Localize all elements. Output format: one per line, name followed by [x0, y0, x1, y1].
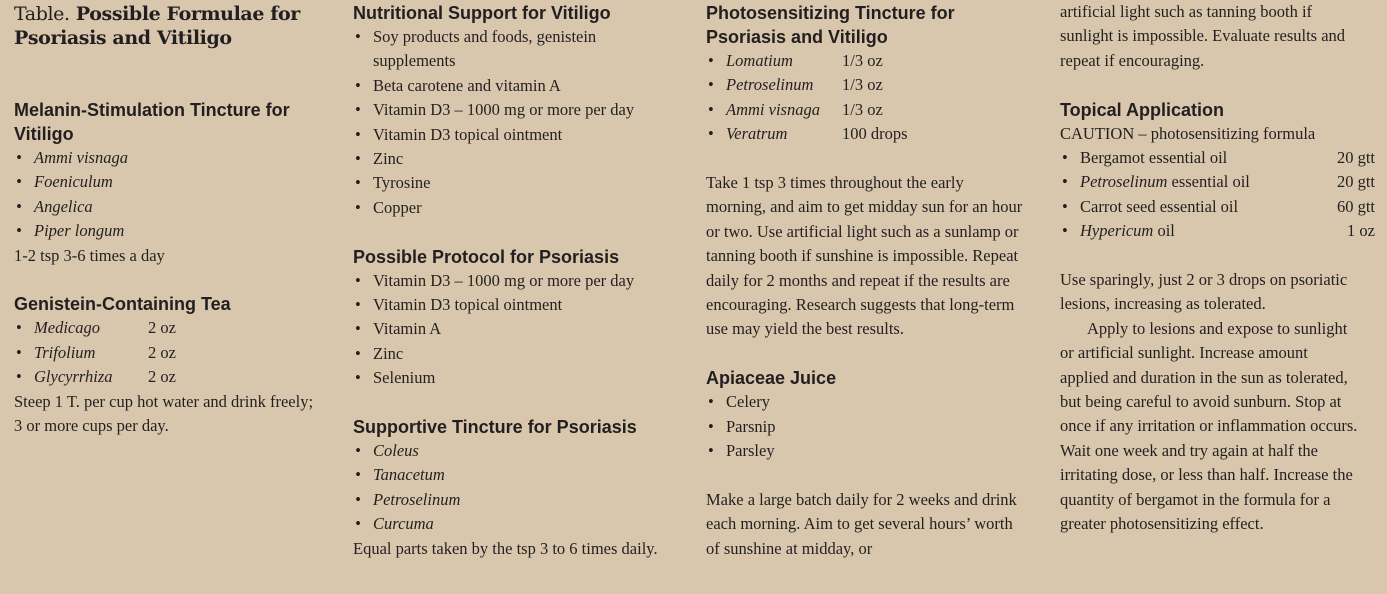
list-item: • Parsley [706, 439, 1041, 463]
list-item: • Vitamin D3 – 1000 mg or more per day [353, 269, 688, 293]
herb-amount: 1/3 oz [842, 75, 883, 95]
oil-amount: 60 gtt [1336, 196, 1375, 216]
list-item: • Soy products and foods, genistein supplements [353, 25, 635, 74]
topical-list [1060, 146, 1375, 244]
list-item: • Celery [706, 390, 1041, 414]
melanin-dose: 1-2 tsp 3-6 times a day [14, 245, 165, 265]
herb-amount: 1/3 oz [842, 51, 883, 70]
column-3 [706, 0, 1041, 561]
list-item: • Vitamin D3 topical ointment [353, 293, 688, 317]
herb-amount: 1/3 oz [842, 99, 883, 119]
table-title [14, 2, 334, 50]
topical-para-2: Apply to lesions and expose to sunlight or artificial sunlight. Increase amount applied and duration in the sun as tolerated, but being careful to avoid sunburn. Stop at once if any irritation or inflammation occurs. Wait one week and try again at half the irritating dose, or less than half. Increase the quantity of bergamot in the formula for a greater photosensitizing effect. [1060, 318, 1358, 534]
oil-amount: 20 gtt [1336, 148, 1375, 168]
list-item: • Tanacetum [353, 463, 688, 487]
supportive-instructions: Equal parts taken by the tsp 3 to 6 times daily. [353, 538, 658, 558]
herb-amount: 2 oz [148, 342, 176, 362]
herb-name: Trifolium [34, 342, 96, 362]
list-item: • Parsnip [706, 415, 1041, 439]
nutritional-heading: Nutritional Support for Vitiligo [353, 3, 611, 23]
list-item: • Vitamin D3 – 1000 mg or more per day [353, 98, 688, 122]
herb-name: Glycyrrhiza [34, 367, 113, 387]
list-item: • Foeniculum [14, 170, 334, 194]
list-item: • Copper [353, 196, 688, 220]
column-4 [1060, 0, 1375, 537]
list-item [14, 341, 334, 365]
list-item: • Piper longum [14, 219, 334, 243]
list-item [706, 98, 1041, 122]
list-item: • Vitamin D3 topical ointment [353, 123, 688, 147]
genistein-list [14, 316, 334, 389]
herb-name: Veratrum [726, 124, 788, 144]
herb-name: Ammi visnaga [726, 99, 820, 119]
photosensitizing-instructions: Take 1 tsp 3 times throughout the early morning, and aim to get midday sun for an hour or two. Use artificial light such as a sunlamp or tanning booth if sunshine is impossible. Repeat daily for 2 months and repeat if the results are encouraging. Research suggests that long-term use may yield the best results. [706, 173, 1023, 339]
list-item: • Zinc [353, 342, 688, 366]
herb-name: Petroselinum [726, 75, 814, 95]
juice-heading: Apiaceae Juice [706, 368, 837, 389]
juice-instructions: Make a large batch daily for 2 weeks and drink each morning. Aim to get several hours’ worth of sunshine at midday, or [706, 489, 1017, 558]
list-item: • Vitamin A [353, 317, 688, 341]
list-item [1060, 170, 1375, 194]
topical-para-1: Use sparingly, just 2 or 3 drops on psoriatic lesions, increasing as tolerated. [1060, 270, 1348, 314]
topical-caution: CAUTION – photosensitizing formula [1060, 123, 1316, 143]
table-title-text: Possible Formulae for Psoriasis and Vitiligo [14, 3, 300, 49]
herb-amount: 2 oz [148, 318, 176, 338]
herb-name: Medicago [34, 318, 100, 338]
juice-list [706, 390, 1041, 463]
supportive-list [353, 439, 688, 537]
list-item [706, 49, 1041, 73]
list-item [706, 122, 1041, 146]
table-title-prefix: Table. [14, 3, 70, 25]
herb-name: Lomatium [726, 51, 793, 70]
oil-name: essential oil [1167, 172, 1250, 192]
list-item [1060, 219, 1375, 243]
list-item: • Petroselinum [353, 488, 688, 512]
list-item: • Coleus [353, 439, 688, 463]
oil-name: Carrot seed essential oil [1080, 196, 1239, 216]
oil-italic-name: Hypericum [1080, 221, 1154, 241]
supportive-heading: Supportive Tincture for Psoriasis [353, 417, 637, 438]
herb-amount: 2 oz [148, 367, 176, 387]
column-1 [14, 0, 334, 438]
column-2 [353, 0, 688, 561]
list-item: • Zinc [353, 147, 688, 171]
oil-name: oil [1153, 221, 1175, 241]
nutritional-list [353, 25, 688, 220]
photosensitizing-heading: Photosensitizing Tincture for Psoriasis and Vitiligo [706, 3, 955, 47]
oil-name: Bergamot essential oil [1080, 148, 1228, 168]
list-item [14, 316, 334, 340]
list-item [706, 73, 1041, 97]
herb-amount: 100 drops [842, 124, 908, 144]
list-item: • Curcuma [353, 512, 688, 536]
photosensitizing-list [706, 49, 1041, 147]
list-item [1060, 146, 1375, 170]
melanin-list [14, 146, 334, 244]
list-item: • Angelica [14, 195, 334, 219]
list-item: • Tyrosine [353, 171, 688, 195]
melanin-heading: Melanin-Stimulation Tincture for Vitiligo [14, 100, 290, 144]
list-item: • Selenium [353, 366, 688, 390]
list-item: • Beta carotene and vitamin A [353, 74, 688, 98]
list-item: • Ammi visnaga [14, 146, 334, 170]
genistein-instructions: Steep 1 T. per cup hot water and drink freely; 3 or more cups per day. [14, 391, 314, 436]
protocol-list [353, 269, 688, 391]
oil-italic-name: Petroselinum [1080, 172, 1168, 192]
protocol-heading: Possible Protocol for Psoriasis [353, 246, 620, 267]
list-item [1060, 195, 1375, 219]
list-item [14, 365, 334, 389]
oil-amount: 20 gtt [1336, 172, 1375, 192]
genistein-heading: Genistein-Containing Tea [14, 294, 231, 315]
juice-instructions-continued: artificial light such as tanning booth if sunlight is impossible. Evaluate results and repeat if encouraging. [1060, 2, 1346, 70]
topical-heading: Topical Application [1060, 99, 1225, 120]
oil-amount: 1 oz [1347, 221, 1375, 241]
